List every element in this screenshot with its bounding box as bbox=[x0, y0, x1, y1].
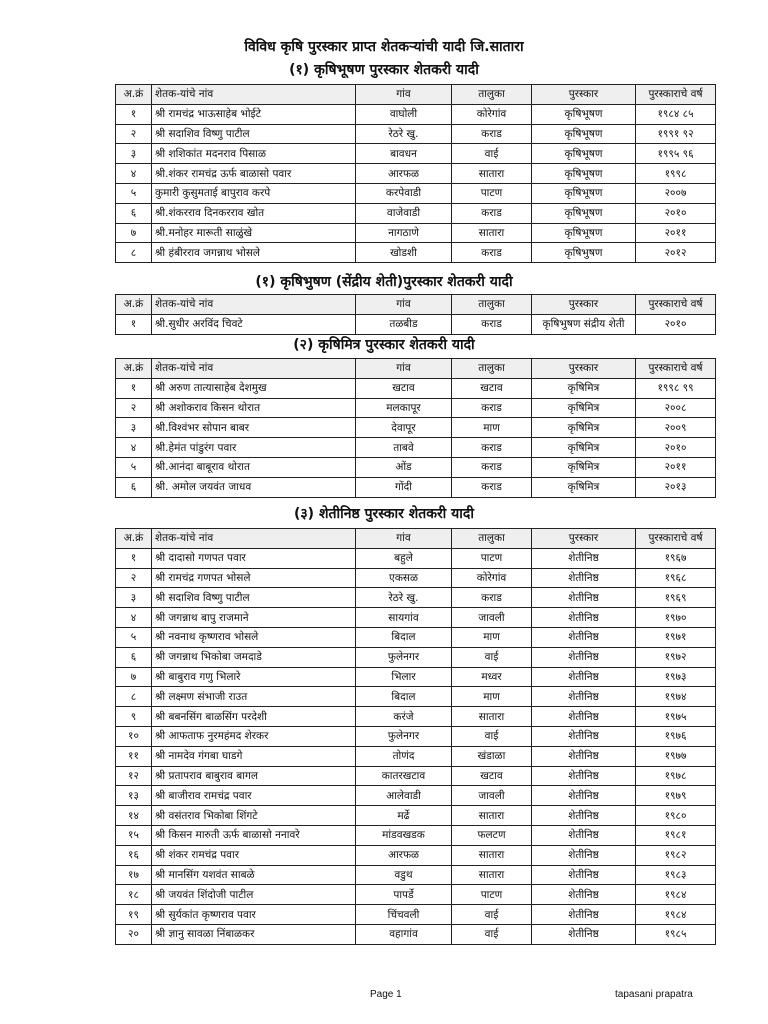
table-row bbox=[116, 687, 716, 707]
table-row bbox=[116, 548, 716, 568]
farmer-name-cell: श्री हंबीरराव जगन्नाथ भोसले bbox=[152, 243, 356, 263]
taluka-cell: वाई bbox=[452, 144, 532, 164]
award-cell: शेतीनिष्ठ bbox=[532, 825, 636, 845]
award-cell: कृषिमित्र bbox=[532, 398, 636, 418]
farmer-name-cell: श्री सुर्यकांत कृष्णराव पवार bbox=[152, 905, 356, 925]
table-header-row bbox=[116, 295, 716, 315]
page-number: Page 1 bbox=[370, 989, 402, 1000]
sr-no-cell: १० bbox=[116, 726, 152, 746]
column-header-village: गांव bbox=[356, 529, 452, 549]
section-title: (३) शेतीनिष्ठ पुरस्कार शेतकरी यादी bbox=[294, 506, 474, 522]
table-row bbox=[116, 164, 716, 184]
farmer-name-cell: श्री बबनसिंग बाळसिंग परदेशी bbox=[152, 707, 356, 727]
taluka-cell: कराड bbox=[452, 124, 532, 144]
taluka-cell: कराड bbox=[452, 398, 532, 418]
farmer-name-cell: कुमारी कुसुमताई बापुराव करपे bbox=[152, 183, 356, 203]
farmer-name-cell: श्री नवनाथ कृष्णराव भोसले bbox=[152, 627, 356, 647]
award-cell: शेतीनिष्ठ bbox=[532, 786, 636, 806]
village-cell: बिदाल bbox=[356, 627, 452, 647]
award-cell: कृषिभूषण bbox=[532, 124, 636, 144]
taluka-cell: सातारा bbox=[452, 164, 532, 184]
taluka-cell: मध्वर bbox=[452, 667, 532, 687]
award-cell: शेतीनिष्ठ bbox=[532, 845, 636, 865]
year-cell: १९९५ ९६ bbox=[636, 144, 716, 164]
sr-no-cell: ८ bbox=[116, 243, 152, 263]
award-table bbox=[115, 528, 716, 945]
village-cell: वाजेवाडी bbox=[356, 203, 452, 223]
column-header-sr: अ.क्रं bbox=[116, 359, 152, 379]
sr-no-cell: ७ bbox=[116, 223, 152, 243]
table-row bbox=[116, 124, 716, 144]
table-row bbox=[116, 588, 716, 608]
table-row bbox=[116, 477, 716, 497]
award-cell: शेतीनिष्ठ bbox=[532, 885, 636, 905]
sr-no-cell: १८ bbox=[116, 885, 152, 905]
table-header-row bbox=[116, 85, 716, 105]
sr-no-cell: २ bbox=[116, 124, 152, 144]
farmer-name-cell: श्री वसंतराव भिकोबा शिंगटे bbox=[152, 806, 356, 826]
award-table bbox=[115, 358, 716, 498]
award-cell: शेतीनिष्ठ bbox=[532, 726, 636, 746]
table-row bbox=[116, 845, 716, 865]
year-cell: २०११ bbox=[636, 457, 716, 477]
sr-no-cell: ५ bbox=[116, 183, 152, 203]
column-header-name: शेतक-यांचे नांव bbox=[152, 295, 356, 315]
taluka-cell: पाटण bbox=[452, 548, 532, 568]
farmer-name-cell: श्री.हेमंत पांडुरंग पवार bbox=[152, 438, 356, 458]
column-header-taluka: तालुका bbox=[452, 85, 532, 105]
table-header-row bbox=[116, 529, 716, 549]
village-cell: वाघोली bbox=[356, 104, 452, 124]
village-cell: बहुले bbox=[356, 548, 452, 568]
award-cell: कृषिमित्र bbox=[532, 418, 636, 438]
taluka-cell: सातारा bbox=[452, 845, 532, 865]
column-header-village: गांव bbox=[356, 85, 452, 105]
award-cell: शेतीनिष्ठ bbox=[532, 568, 636, 588]
taluka-cell: माण bbox=[452, 418, 532, 438]
year-cell: २००९ bbox=[636, 418, 716, 438]
table-row bbox=[116, 144, 716, 164]
table-row bbox=[116, 924, 716, 944]
sr-no-cell: २ bbox=[116, 568, 152, 588]
village-cell: तळबीड bbox=[356, 314, 452, 334]
taluka-cell: कोरेगांव bbox=[452, 104, 532, 124]
village-cell: ओंड bbox=[356, 457, 452, 477]
year-cell: १९७७ bbox=[636, 746, 716, 766]
column-header-award: पुरस्कार bbox=[532, 85, 636, 105]
farmer-name-cell: श्री.विश्वंभर सोपान बाबर bbox=[152, 418, 356, 438]
column-header-sr: अ.क्रं bbox=[116, 295, 152, 315]
taluka-cell: कराड bbox=[452, 588, 532, 608]
taluka-cell: वाई bbox=[452, 726, 532, 746]
table-row bbox=[116, 766, 716, 786]
farmer-name-cell: श्री.आनंदा बाबूराव थोरात bbox=[152, 457, 356, 477]
taluka-cell: सातारा bbox=[452, 223, 532, 243]
column-header-name: शेतक-यांचे नांव bbox=[152, 529, 356, 549]
sr-no-cell: १४ bbox=[116, 806, 152, 826]
taluka-cell: सातारा bbox=[452, 865, 532, 885]
year-cell: २०१० bbox=[636, 203, 716, 223]
table-row bbox=[116, 707, 716, 727]
table-row bbox=[116, 378, 716, 398]
year-cell: १९८३ bbox=[636, 865, 716, 885]
village-cell: मर्ढे bbox=[356, 806, 452, 826]
sr-no-cell: १ bbox=[116, 548, 152, 568]
farmer-name-cell: श्री शंकर रामचंद्र पवार bbox=[152, 845, 356, 865]
farmer-name-cell: श्री जयवंत शिंदोजी पाटील bbox=[152, 885, 356, 905]
taluka-cell: खटाव bbox=[452, 766, 532, 786]
column-header-year: पुरस्काराचे वर्ष bbox=[636, 295, 716, 315]
village-cell: आलेवाडी bbox=[356, 786, 452, 806]
table-row bbox=[116, 438, 716, 458]
year-cell: १९८४ bbox=[636, 905, 716, 925]
village-cell: भिलार bbox=[356, 667, 452, 687]
taluka-cell: खटाव bbox=[452, 378, 532, 398]
farmer-name-cell: श्री मानसिंग यशवंत साबळे bbox=[152, 865, 356, 885]
award-cell: कृषिमित्र bbox=[532, 438, 636, 458]
award-cell: शेतीनिष्ठ bbox=[532, 548, 636, 568]
taluka-cell: कराड bbox=[452, 457, 532, 477]
village-cell: खोडशी bbox=[356, 243, 452, 263]
village-cell: गोंदी bbox=[356, 477, 452, 497]
column-header-award: पुरस्कार bbox=[532, 359, 636, 379]
village-cell: करंजे bbox=[356, 707, 452, 727]
section-title: (१) कृषिभुषण (सेंद्रीय शेती)पुरस्कार शेतकरी यादी bbox=[255, 274, 513, 290]
sr-no-cell: १७ bbox=[116, 865, 152, 885]
table-row bbox=[116, 183, 716, 203]
year-cell: १९७५ bbox=[636, 707, 716, 727]
year-cell: १९७० bbox=[636, 608, 716, 628]
taluka-cell: वाई bbox=[452, 924, 532, 944]
village-cell: बावधन bbox=[356, 144, 452, 164]
award-cell: कृषिमित्र bbox=[532, 457, 636, 477]
year-cell: १९७१ bbox=[636, 627, 716, 647]
farmer-name-cell: श्री.सुधीर अरविंद चिवटे bbox=[152, 314, 356, 334]
table-row bbox=[116, 885, 716, 905]
award-cell: कृषिभूषण bbox=[532, 164, 636, 184]
award-cell: शेतीनिष्ठ bbox=[532, 687, 636, 707]
year-cell: १९७६ bbox=[636, 726, 716, 746]
sr-no-cell: ७ bbox=[116, 667, 152, 687]
award-cell: कृषिभूषण bbox=[532, 223, 636, 243]
column-header-year: पुरस्काराचे वर्ष bbox=[636, 359, 716, 379]
column-header-name: शेतक-यांचे नांव bbox=[152, 359, 356, 379]
village-cell: मांडवखडक bbox=[356, 825, 452, 845]
year-cell: १९६८ bbox=[636, 568, 716, 588]
taluka-cell: फलटण bbox=[452, 825, 532, 845]
farmer-name-cell: श्री.शंकर रामचंद्र ऊर्फ बाळासो पवार bbox=[152, 164, 356, 184]
year-cell: १९७८ bbox=[636, 766, 716, 786]
year-cell: १९६९ bbox=[636, 588, 716, 608]
award-cell: शेतीनिष्ठ bbox=[532, 924, 636, 944]
taluka-cell: कोरेगांव bbox=[452, 568, 532, 588]
farmer-name-cell: श्री.शंकरराव दिनकरराव खोत bbox=[152, 203, 356, 223]
village-cell: कातरखटाव bbox=[356, 766, 452, 786]
year-cell: २०११ bbox=[636, 223, 716, 243]
village-cell: नागठाणे bbox=[356, 223, 452, 243]
farmer-name-cell: श्री किसन मारुती ऊर्फ बाळासो ननावरे bbox=[152, 825, 356, 845]
table-row bbox=[116, 104, 716, 124]
table-row bbox=[116, 203, 716, 223]
farmer-name-cell: श्री जगन्नाथ बापु राजमाने bbox=[152, 608, 356, 628]
farmer-name-cell: श्री बाबुराव गणु भिलारे bbox=[152, 667, 356, 687]
sr-no-cell: ६ bbox=[116, 647, 152, 667]
village-cell: देवापूर bbox=[356, 418, 452, 438]
sr-no-cell: ४ bbox=[116, 164, 152, 184]
year-cell: १९८५ bbox=[636, 924, 716, 944]
sr-no-cell: ३ bbox=[116, 588, 152, 608]
column-header-taluka: तालुका bbox=[452, 529, 532, 549]
village-cell: खटाव bbox=[356, 378, 452, 398]
sr-no-cell: १५ bbox=[116, 825, 152, 845]
farmer-name-cell: श्री दादासो गणपत पवार bbox=[152, 548, 356, 568]
village-cell: रेठरे खु. bbox=[356, 124, 452, 144]
section-title: (१) कृषिभूषण पुरस्कार शेतकरी यादी bbox=[289, 62, 479, 78]
table-row bbox=[116, 627, 716, 647]
farmer-name-cell: श्री अशोकराव किसन थोरात bbox=[152, 398, 356, 418]
award-cell: शेतीनिष्ठ bbox=[532, 746, 636, 766]
table-row bbox=[116, 398, 716, 418]
farmer-name-cell: श्री. अमोल जयवंत जाधव bbox=[152, 477, 356, 497]
award-cell: कृषिभूषण bbox=[532, 144, 636, 164]
sr-no-cell: ५ bbox=[116, 627, 152, 647]
award-cell: शेतीनिष्ठ bbox=[532, 905, 636, 925]
table-row bbox=[116, 647, 716, 667]
award-cell: शेतीनिष्ठ bbox=[532, 647, 636, 667]
farmer-name-cell: श्री नामदेव गंगबा घाडगे bbox=[152, 746, 356, 766]
year-cell: १९८४ bbox=[636, 885, 716, 905]
sr-no-cell: ८ bbox=[116, 687, 152, 707]
table-row bbox=[116, 314, 716, 334]
main-title: विविध कृषि पुरस्कार प्राप्त शेतकऱ्यांची यादी जि.सातारा bbox=[244, 39, 524, 55]
sr-no-cell: १ bbox=[116, 314, 152, 334]
taluka-cell: वाई bbox=[452, 905, 532, 925]
table-row bbox=[116, 223, 716, 243]
sr-no-cell: २ bbox=[116, 398, 152, 418]
farmer-name-cell: श्री.मनोहर मारूती साळुंखे bbox=[152, 223, 356, 243]
sr-no-cell: १६ bbox=[116, 845, 152, 865]
taluka-cell: पाटण bbox=[452, 183, 532, 203]
farmer-name-cell: श्री शशिकांत मदनराव पिसाळ bbox=[152, 144, 356, 164]
award-cell: कृषिभूषण bbox=[532, 203, 636, 223]
taluka-cell: कराड bbox=[452, 314, 532, 334]
village-cell: वहागांव bbox=[356, 924, 452, 944]
sr-no-cell: २० bbox=[116, 924, 152, 944]
farmer-name-cell: श्री सदाशिव विष्णु पाटील bbox=[152, 588, 356, 608]
village-cell: पापर्डे bbox=[356, 885, 452, 905]
village-cell: आरफळ bbox=[356, 845, 452, 865]
village-cell: फुलेनगर bbox=[356, 647, 452, 667]
award-table bbox=[115, 84, 716, 263]
year-cell: १९७९ bbox=[636, 786, 716, 806]
taluka-cell: खंडाळा bbox=[452, 746, 532, 766]
sr-no-cell: ३ bbox=[116, 144, 152, 164]
year-cell: १९७४ bbox=[636, 687, 716, 707]
taluka-cell: कराड bbox=[452, 477, 532, 497]
award-cell: शेतीनिष्ठ bbox=[532, 627, 636, 647]
village-cell: एकसळ bbox=[356, 568, 452, 588]
table-row bbox=[116, 746, 716, 766]
village-cell: वडुथ bbox=[356, 865, 452, 885]
taluka-cell: सातारा bbox=[452, 707, 532, 727]
farmer-name-cell: श्री सदाशिव विष्णु पाटील bbox=[152, 124, 356, 144]
year-cell: १९८१ bbox=[636, 825, 716, 845]
sr-no-cell: ३ bbox=[116, 418, 152, 438]
taluka-cell: जावली bbox=[452, 608, 532, 628]
farmer-name-cell: श्री लक्ष्मण संभाजी राउत bbox=[152, 687, 356, 707]
village-cell: आरफळ bbox=[356, 164, 452, 184]
year-cell: १९८४ ८५ bbox=[636, 104, 716, 124]
taluka-cell: कराड bbox=[452, 243, 532, 263]
column-header-taluka: तालुका bbox=[452, 359, 532, 379]
sr-no-cell: १३ bbox=[116, 786, 152, 806]
year-cell: २०१२ bbox=[636, 243, 716, 263]
table-row bbox=[116, 865, 716, 885]
award-cell: कृषिभुषण bbox=[532, 243, 636, 263]
year-cell: १९९८ bbox=[636, 164, 716, 184]
year-cell: १९८२ bbox=[636, 845, 716, 865]
year-cell: १९९८ ९९ bbox=[636, 378, 716, 398]
farmer-name-cell: श्री रामचंद्र भाऊसाहेब भोईटे bbox=[152, 104, 356, 124]
year-cell: १९७२ bbox=[636, 647, 716, 667]
village-cell: चिंचवली bbox=[356, 905, 452, 925]
table-row bbox=[116, 806, 716, 826]
award-cell: शेतीनिष्ठ bbox=[532, 608, 636, 628]
village-cell: तोणंद bbox=[356, 746, 452, 766]
column-header-year: पुरस्काराचे वर्ष bbox=[636, 529, 716, 549]
year-cell: १९६७ bbox=[636, 548, 716, 568]
award-cell: कृषिभूषण bbox=[532, 183, 636, 203]
village-cell: रेठरे खु. bbox=[356, 588, 452, 608]
farmer-name-cell: श्री जगन्नाथ भिकोबा जमदाडे bbox=[152, 647, 356, 667]
year-cell: २०१० bbox=[636, 438, 716, 458]
year-cell: १९९१ ९२ bbox=[636, 124, 716, 144]
village-cell: ताबवे bbox=[356, 438, 452, 458]
table-header-row bbox=[116, 359, 716, 379]
year-cell: २०१३ bbox=[636, 477, 716, 497]
year-cell: २०१० bbox=[636, 314, 716, 334]
column-header-award: पुरस्कार bbox=[532, 295, 636, 315]
award-cell: शेतीनिष्ठ bbox=[532, 667, 636, 687]
column-header-name: शेतक-यांचे नांव bbox=[152, 85, 356, 105]
village-cell: करपेवाडी bbox=[356, 183, 452, 203]
sr-no-cell: १९ bbox=[116, 905, 152, 925]
section-title: (२) कृषिमित्र पुरस्कार शेतकरी यादी bbox=[293, 337, 475, 353]
column-header-village: गांव bbox=[356, 359, 452, 379]
sr-no-cell: १ bbox=[116, 104, 152, 124]
taluka-cell: कराड bbox=[452, 203, 532, 223]
taluka-cell: वाई bbox=[452, 647, 532, 667]
sr-no-cell: १ bbox=[116, 378, 152, 398]
sr-no-cell: ६ bbox=[116, 203, 152, 223]
table-row bbox=[116, 786, 716, 806]
taluka-cell: जावली bbox=[452, 786, 532, 806]
farmer-name-cell: श्री अरुण तात्यासाहेब देशमुख bbox=[152, 378, 356, 398]
table-row bbox=[116, 905, 716, 925]
farmer-name-cell: श्री आफताफ नुरमहंमद शेरकर bbox=[152, 726, 356, 746]
award-cell: कृषिभूषण bbox=[532, 104, 636, 124]
award-cell: कृषिमित्र bbox=[532, 477, 636, 497]
table-row bbox=[116, 457, 716, 477]
award-cell: शेतीनिष्ठ bbox=[532, 588, 636, 608]
village-cell: मलकापूर bbox=[356, 398, 452, 418]
award-cell: शेतीनिष्ठ bbox=[532, 865, 636, 885]
award-table bbox=[115, 294, 716, 335]
table-row bbox=[116, 568, 716, 588]
taluka-cell: माण bbox=[452, 687, 532, 707]
sr-no-cell: ४ bbox=[116, 608, 152, 628]
column-header-taluka: तालुका bbox=[452, 295, 532, 315]
taluka-cell: कराड bbox=[452, 438, 532, 458]
column-header-award: पुरस्कार bbox=[532, 529, 636, 549]
table-row bbox=[116, 608, 716, 628]
farmer-name-cell: श्री बाजीराव रामचंद्र पवार bbox=[152, 786, 356, 806]
column-header-village: गांव bbox=[356, 295, 452, 315]
sr-no-cell: ४ bbox=[116, 438, 152, 458]
farmer-name-cell: श्री रामचंद्र गणपत भोसले bbox=[152, 568, 356, 588]
farmer-name-cell: श्री ज्ञानु सावळा निंबाळकर bbox=[152, 924, 356, 944]
year-cell: १९७३ bbox=[636, 667, 716, 687]
table-row bbox=[116, 667, 716, 687]
sr-no-cell: १२ bbox=[116, 766, 152, 786]
column-header-year: पुरस्काराचे वर्ष bbox=[636, 85, 716, 105]
table-row bbox=[116, 243, 716, 263]
year-cell: १९८० bbox=[636, 806, 716, 826]
footer-source: tapasani prapatra bbox=[615, 989, 693, 1000]
taluka-cell: माण bbox=[452, 627, 532, 647]
table-row bbox=[116, 825, 716, 845]
sr-no-cell: ५ bbox=[116, 457, 152, 477]
award-cell: शेतीनिष्ठ bbox=[532, 806, 636, 826]
column-header-sr: अ.क्रं bbox=[116, 85, 152, 105]
year-cell: २००८ bbox=[636, 398, 716, 418]
award-cell: कृषिमित्र bbox=[532, 378, 636, 398]
table-row bbox=[116, 726, 716, 746]
taluka-cell: पाटण bbox=[452, 885, 532, 905]
award-cell: शेतीनिष्ठ bbox=[532, 707, 636, 727]
sr-no-cell: ९ bbox=[116, 707, 152, 727]
village-cell: बिदाल bbox=[356, 687, 452, 707]
award-cell: कृषिभुषण संद्रीय शेती bbox=[532, 314, 636, 334]
sr-no-cell: ६ bbox=[116, 477, 152, 497]
village-cell: सायगांव bbox=[356, 608, 452, 628]
farmer-name-cell: श्री प्रतापराव बाबुराव बागल bbox=[152, 766, 356, 786]
column-header-sr: अ.क्रं bbox=[116, 529, 152, 549]
award-cell: शेतीनिष्ठ bbox=[532, 766, 636, 786]
village-cell: फुलेनगर bbox=[356, 726, 452, 746]
sr-no-cell: ११ bbox=[116, 746, 152, 766]
year-cell: २००७ bbox=[636, 183, 716, 203]
taluka-cell: सातारा bbox=[452, 806, 532, 826]
table-row bbox=[116, 418, 716, 438]
